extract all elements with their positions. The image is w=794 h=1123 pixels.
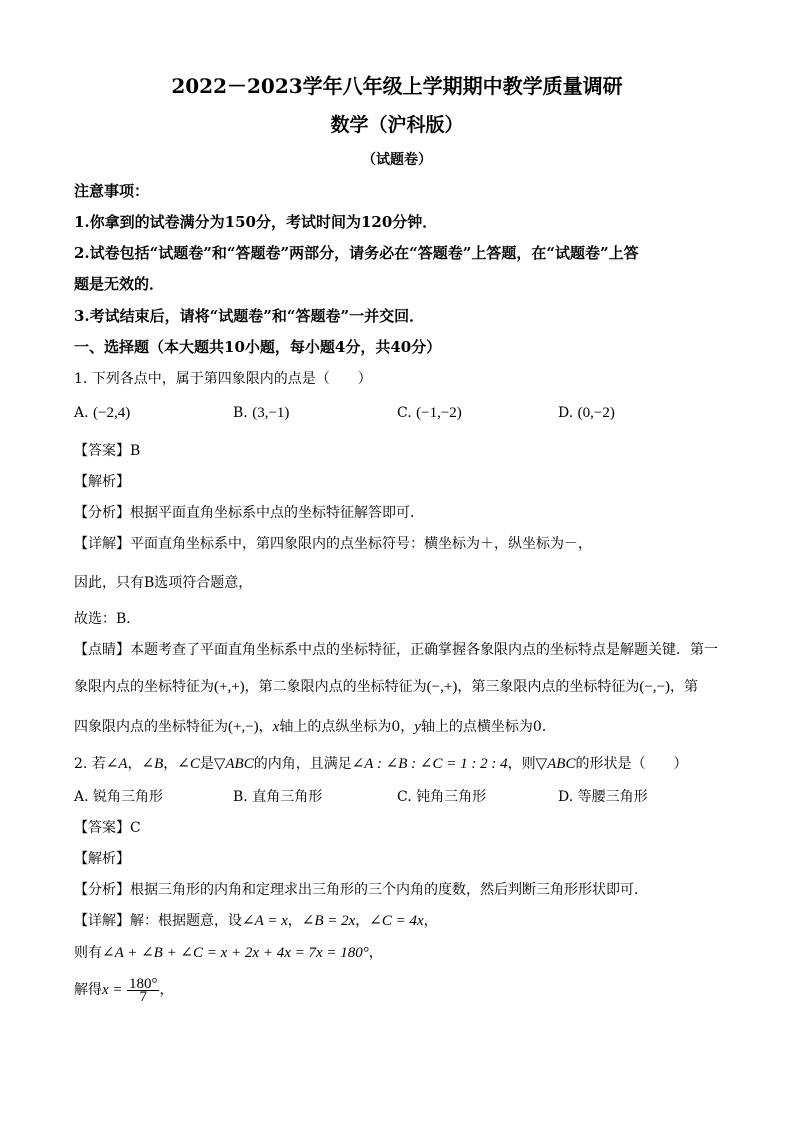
text-run: ， (258, 719, 273, 735)
text-run: 解得 (74, 982, 102, 998)
analysis-text: 根据三角形的内角和定理求出三角形的三个内角的度数，然后判断三角形形状即可． (130, 882, 648, 898)
math-run: y (414, 719, 421, 735)
option-value: 钝角三角形 (416, 789, 487, 805)
page-subtitle: 数学（沪科版） (330, 114, 464, 136)
option-value: 直角三角形 (252, 789, 323, 805)
question-1-option-d (558, 403, 615, 423)
math-run: ∠A + ∠B + ∠C = x + 2x + 4x = 7x = 180° (102, 945, 369, 961)
question-2-option-d (558, 787, 648, 807)
answer-value: B (130, 443, 141, 459)
text-run: 象限内点的坐标特征为 (74, 679, 214, 695)
math-run: ∠A : ∠B : ∠C = 1 : 2 : 4 (351, 756, 508, 772)
question-2-jiexi-tag: 【解析】 (74, 851, 130, 867)
text-run: ， (423, 913, 438, 929)
section-heading-choice: 一、选择题（本大题共10小题，每小题4分，共40分） (74, 338, 442, 356)
question-2-stem (74, 754, 687, 774)
paper-type-label: （试题卷） (362, 152, 432, 168)
text-run: 轴上的点横坐标为0． (420, 719, 556, 735)
answer-value: C (130, 820, 141, 836)
math-run: ▽ABC (213, 756, 254, 772)
option-letter: D. (558, 789, 574, 805)
question-1-detail-line-2: 因此，只有B选项符合题意， (74, 575, 253, 591)
question-1-comment (74, 640, 718, 660)
question-1-stem: 1. 下列各点中，属于第四象限内的点是（ ） (74, 371, 372, 387)
question-1-jiexi-tag: 【解析】 (74, 474, 130, 490)
answer-tag: 【答案】 (74, 443, 130, 459)
math-run: (+,+) (214, 679, 245, 695)
comment-tag: 【点睛】 (74, 642, 130, 658)
question-2-analysis (74, 880, 648, 900)
question-2-option-b (233, 787, 322, 807)
text-run: ，第三象限内点的坐标特征为 (457, 679, 640, 695)
question-1-comment-line-2 (74, 677, 698, 697)
question-1-option-a (74, 403, 130, 423)
question-2-option-c (397, 787, 486, 807)
fraction-numerator: 180° (128, 975, 158, 992)
text-run: ， (287, 913, 302, 929)
text-run: 则有 (74, 945, 102, 961)
math-run: ∠C (177, 756, 200, 772)
option-letter: B. (233, 405, 248, 421)
math-run: (−,+) (426, 679, 458, 695)
comment-text: 本题考查了平面直角坐标系中点的坐标特征，正确掌握各象限内点的坐标特点是解题关键．第一 (130, 642, 718, 658)
note-1: 1.你拿到的试卷满分为150分，考试时间为120分钟． (74, 213, 438, 231)
answer-tag: 【答案】 (74, 820, 130, 836)
text-run: ，则 (507, 756, 536, 772)
text-run: 的形状是（ ） (575, 756, 688, 772)
question-1-option-c (397, 403, 462, 423)
option-letter: D. (558, 405, 574, 421)
question-2-detail-line-2 (74, 943, 383, 963)
note-2-line-1: 2.试卷包括“试题卷”和“答题卷”两部分，请务必在“答题卷”上答题，在“试题卷”上答 (74, 244, 639, 262)
math-run: ∠A (105, 756, 128, 772)
text-run: ， (159, 982, 174, 998)
question-1-comment-line-3 (74, 717, 556, 737)
analysis-tag: 【分析】 (74, 505, 130, 521)
text-run: ， (127, 756, 142, 772)
analysis-text: 根据平面直角坐标系中点的坐标特征解答即可． (130, 505, 424, 521)
question-2-detail (74, 911, 438, 931)
option-letter: A. (74, 789, 89, 805)
notes-heading: 注意事项： (74, 182, 150, 200)
math-run: ∠B = 2x (301, 913, 356, 929)
math-run: ∠B (141, 756, 164, 772)
note-3: 3.考试结束后，请将“试题卷”和“答题卷”一并交回． (74, 307, 425, 325)
question-1-detail-line-3: 故选：B． (74, 611, 141, 627)
detail-text: 平面直角坐标系中，第四象限内的点坐标符号：横坐标为＋，纵坐标为－， (130, 536, 592, 552)
text-run: ， (163, 756, 178, 772)
text-run: ， (355, 913, 370, 929)
question-1-option-b (233, 403, 289, 423)
text-run: 是 (199, 756, 214, 772)
question-2-option-a (74, 787, 163, 807)
text-run: ，第 (670, 679, 699, 695)
option-letter: A. (74, 405, 89, 421)
math-run: ∠C = 4x (369, 913, 424, 929)
fraction (127, 975, 160, 1005)
option-value: (−1,−2) (416, 405, 462, 421)
text-run: 解：根据题意，设 (130, 913, 242, 929)
page-title: 2022－2023学年八年级上学期期中教学质量调研 (171, 74, 623, 98)
option-value: 锐角三角形 (93, 789, 164, 805)
option-letter: C. (397, 405, 412, 421)
math-run: x (272, 719, 280, 735)
math-run: x = (102, 982, 123, 998)
option-value: (3,−1) (252, 405, 290, 421)
question-1-detail (74, 534, 592, 554)
analysis-tag: 【分析】 (74, 882, 130, 898)
option-value: (−2,4) (93, 405, 131, 421)
question-2-answer (74, 818, 141, 838)
option-value: 等腰三角形 (577, 789, 648, 805)
option-letter: C. (397, 789, 412, 805)
math-run: ∠A = x (242, 913, 288, 929)
fraction-denominator: 7 (139, 988, 147, 1005)
text-run: ， (368, 945, 383, 961)
math-run: (+,−) (228, 719, 259, 735)
text-run: ，第二象限内点的坐标特征为 (244, 679, 427, 695)
text-run: 2. 若 (74, 756, 106, 772)
text-run: 四象限内点的坐标特征为 (74, 719, 228, 735)
text-run: 的内角，且满足 (253, 756, 352, 772)
math-run: ▽ABC (535, 756, 576, 772)
option-value: (0,−2) (577, 405, 615, 421)
question-1-answer (74, 441, 140, 461)
math-run: (−,−) (639, 679, 671, 695)
text-run: 轴上的点纵坐标为0， (279, 719, 415, 735)
detail-tag: 【详解】 (74, 536, 130, 552)
question-2-detail-line-3 (74, 975, 173, 1005)
detail-tag: 【详解】 (74, 913, 130, 929)
option-letter: B. (233, 789, 248, 805)
question-1-analysis (74, 503, 424, 523)
note-2-line-2: 题是无效的． (74, 275, 165, 293)
